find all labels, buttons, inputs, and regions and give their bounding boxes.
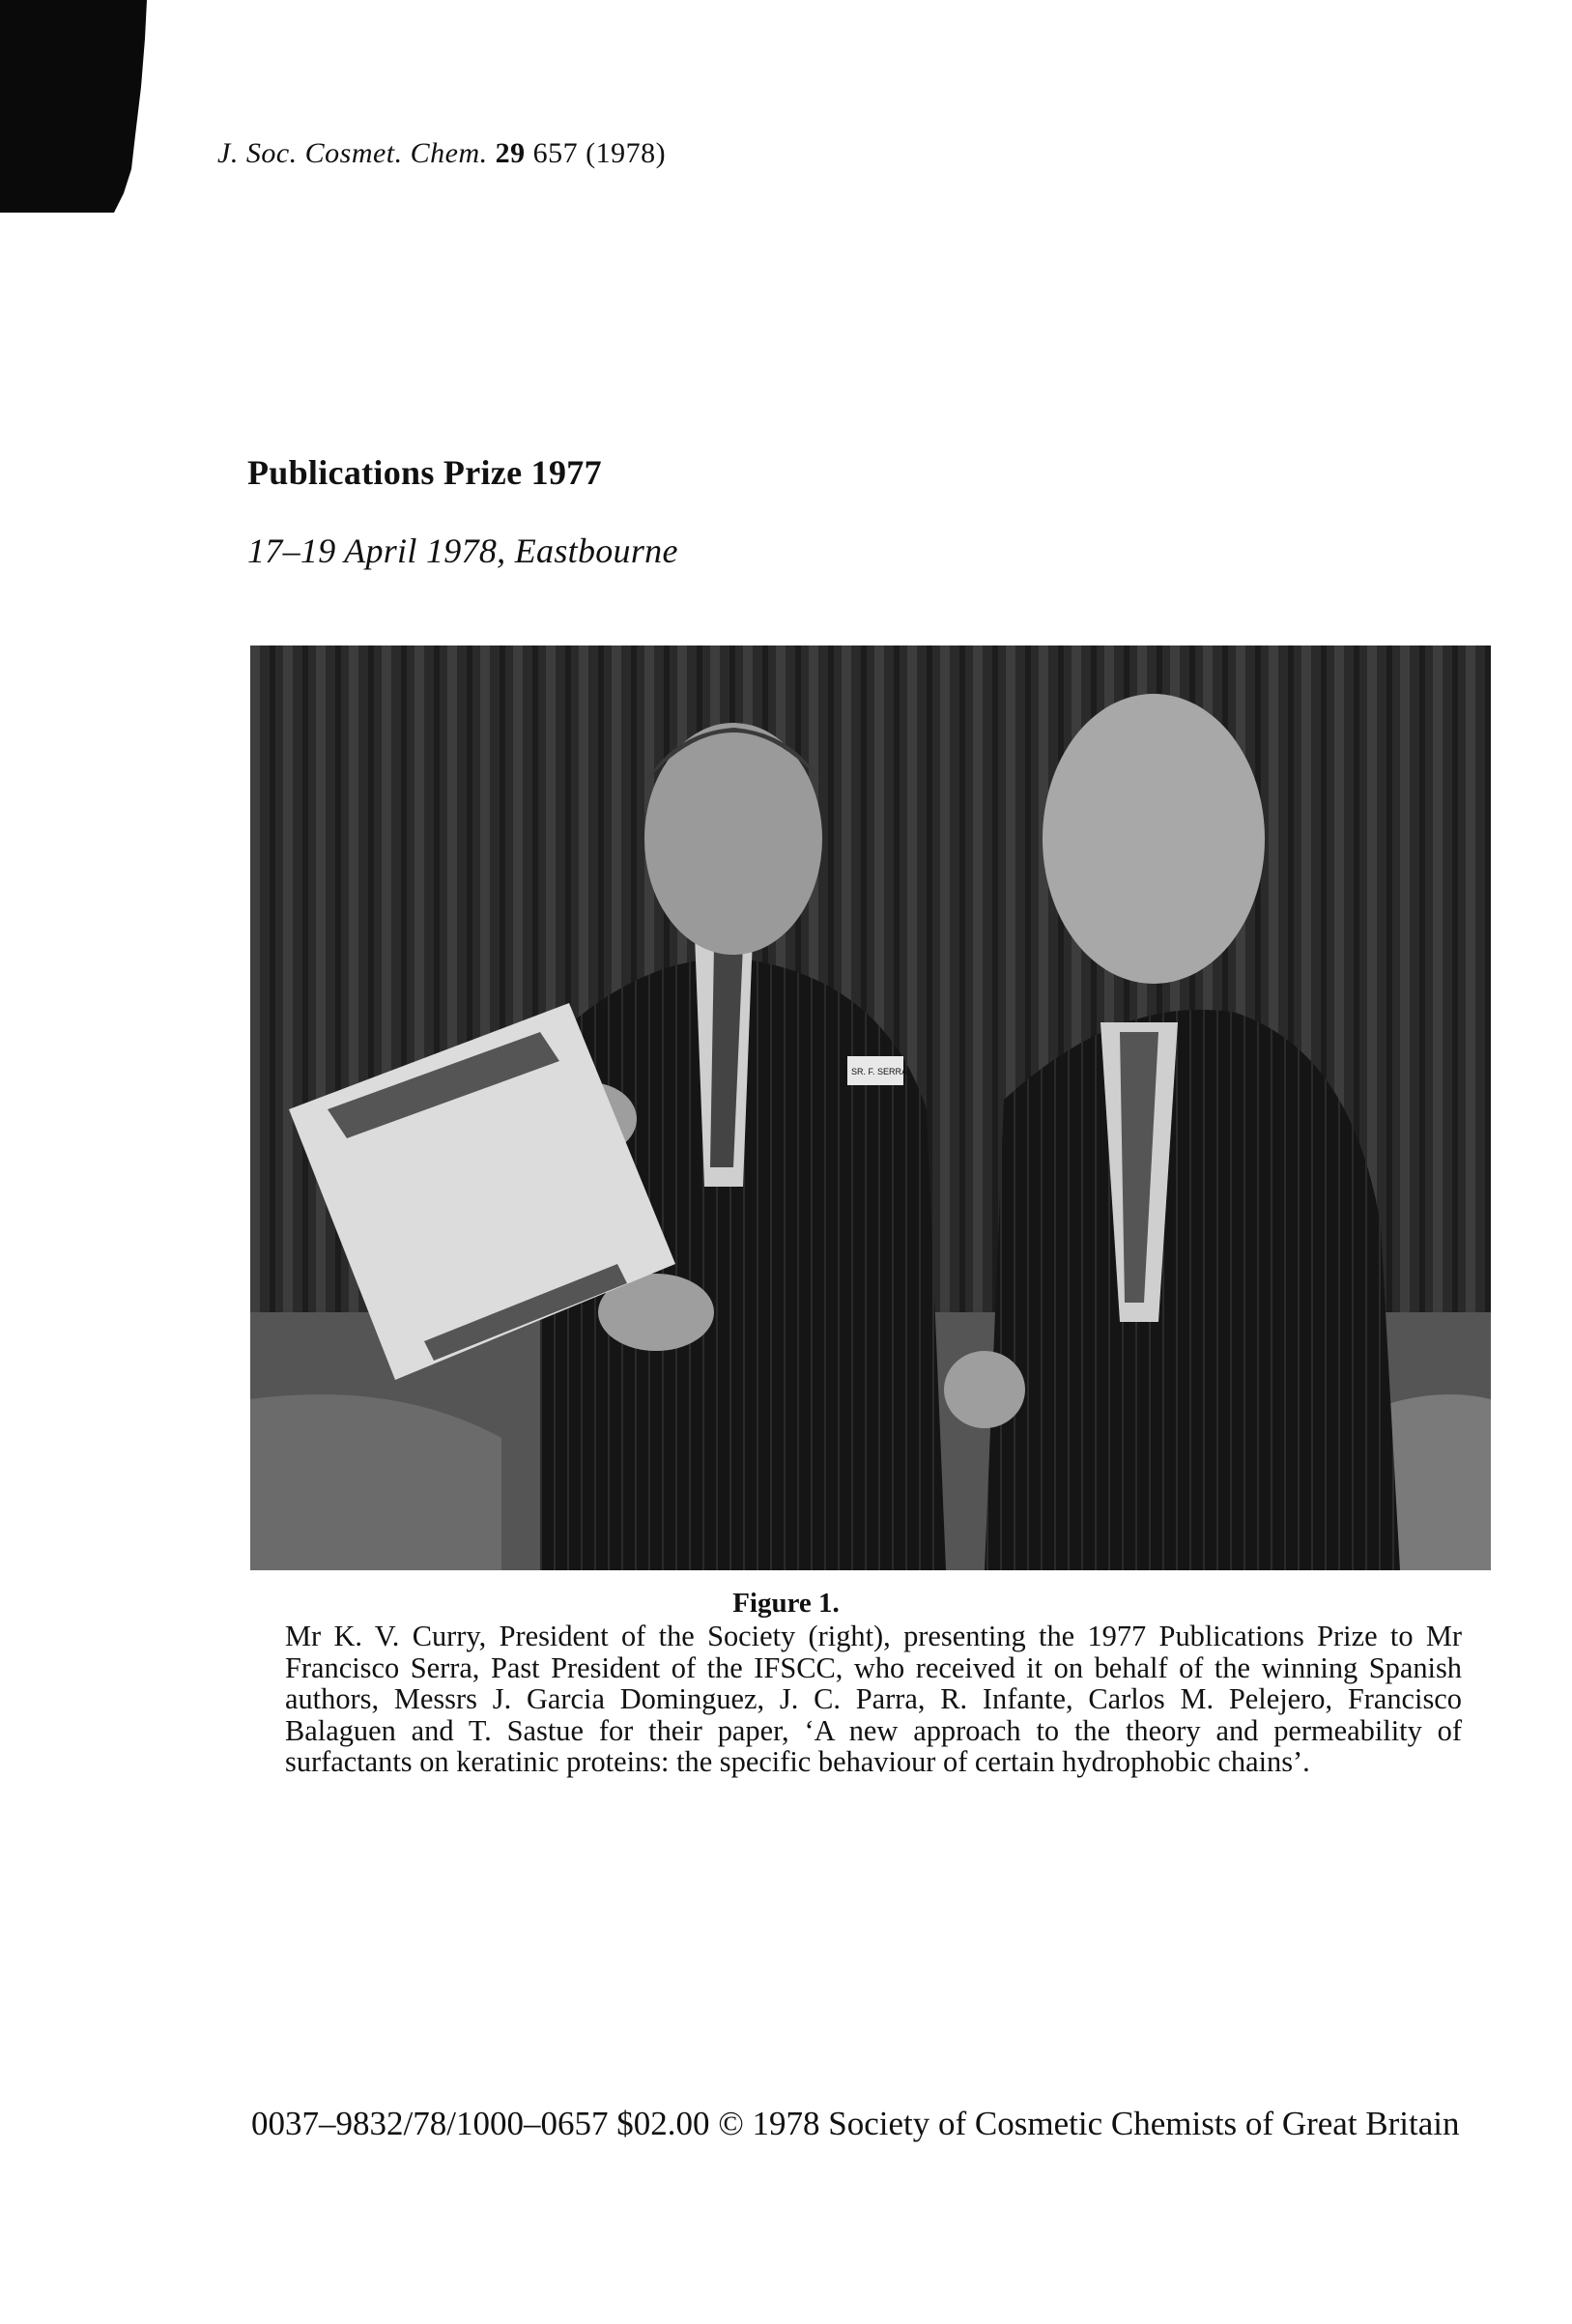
name-badge-text: SR. F. SERRA	[851, 1067, 908, 1076]
journal-year: (1978)	[586, 137, 667, 169]
article-title: Publications Prize 1977	[247, 453, 602, 492]
award-photograph	[250, 646, 1491, 1570]
figure-label: Figure 1.	[732, 1588, 840, 1619]
journal-page: 657	[532, 137, 579, 169]
photo-drawing	[250, 646, 1491, 1570]
article-subtitle: 17–19 April 1978, Eastbourne	[247, 531, 678, 570]
running-head	[217, 137, 666, 170]
copyright-footer: 0037–9832/78/1000–0657 $02.00 © 1978 Society of Cosmetic Chemists of Great Britain	[251, 2105, 1460, 2142]
figure-caption: Mr K. V. Curry, President of the Society (right), presenting the 1977 Publications Prize to Mr Francisco Serra, Past President of the IFSCC, who received it on behalf of the winning Spanish authors, Messrs J. Garcia Dominguez, J. C. Parra, R. Infante, Carlos M. Pelejero, Francisco Balaguen and T. Sastue for their paper, ‘A new approach to the theory and permeability of surfactants on keratinic proteins: the specific behaviour of certain hydrophobic chains’.	[285, 1620, 1462, 1778]
scan-edge-mark	[0, 0, 193, 213]
journal-name: J. Soc. Cosmet. Chem.	[217, 137, 488, 169]
journal-volume: 29	[495, 137, 526, 169]
